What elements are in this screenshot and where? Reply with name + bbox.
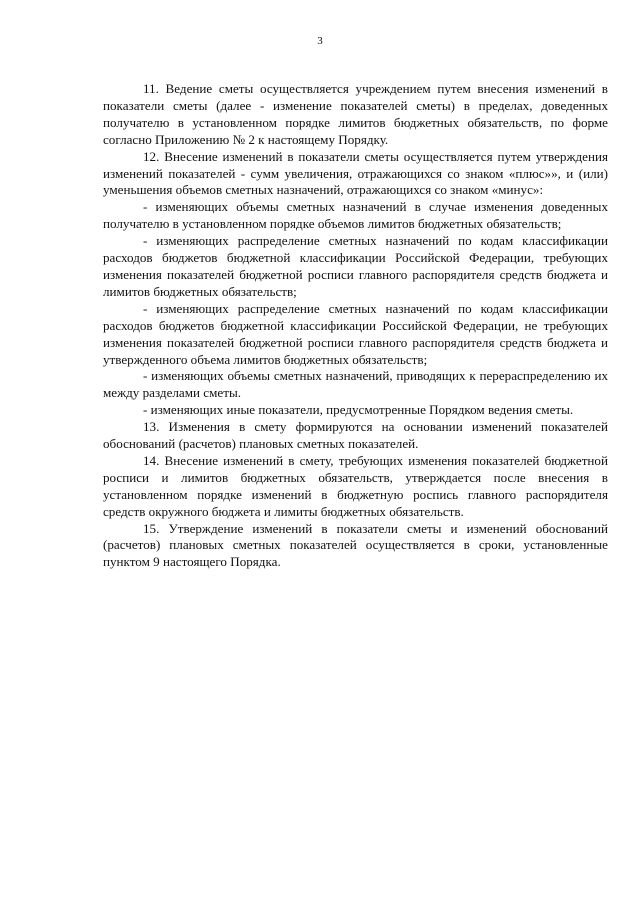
paragraph-13: 13. Изменения в смету формируются на основании изменений показателей обоснований (расчетов) плановых сметных показателей. bbox=[103, 419, 608, 452]
paragraph-11: 11. Ведение сметы осуществляется учреждением путем внесения изменений в показатели сметы (далее - изменение показателей сметы) в пределах, доведенных получателю в установленном порядке лимитов бюджетных обязательств, по форме согласно Приложению № 2 к настоящему Порядку. bbox=[103, 81, 608, 147]
list-item-change-distribution-requiring: - изменяющих распределение сметных назначений по кодам классификации расходов бюджетов бюджетной классификации Российской Федерации, требующих изменения показателей бюджетной росписи главного распорядителя средств бюджета и лимитов бюджетных обязательств; bbox=[103, 233, 608, 299]
paragraph-14: 14. Внесение изменений в смету, требующих изменения показателей бюджетной росписи и лимитов бюджетных обязательств, утверждается после внесения в установленном порядке изменений в бюджетную роспись главного распорядителя средств окружного бюджета и лимиты бюджетных обязательств. bbox=[103, 452, 608, 519]
list-item-redistribution: - изменяющих объемы сметных назначений, приводящих к перераспределению их между разделами сметы. bbox=[103, 368, 608, 401]
list-item-change-distribution-not-requiring: - изменяющих распределение сметных назначений по кодам классификации расходов бюджетов бюджетной классификации Российской Федерации, не требующих изменения показателей бюджетной росписи главного распорядителя средств бюджета и утвержденного объема лимитов бюджетных обязательств; bbox=[103, 300, 608, 367]
paragraph-12: 12. Внесение изменений в показатели сметы осуществляется путем утверждения изменений показателей - сумм увеличения, отражающихся со знаком «плюс»», и (или) уменьшения объемов сметных назначений, отражающихся со знаком «минус»: bbox=[103, 148, 608, 198]
paragraph-15: 15. Утверждение изменений в показатели сметы и изменений обоснований (расчетов) плановых сметных показателей осуществляется в сроки, установленные пунктом 9 настоящего Порядка. bbox=[103, 520, 608, 570]
page-number: 3 bbox=[317, 35, 323, 47]
document-body bbox=[103, 81, 608, 571]
list-item-change-volumes: - изменяющих объемы сметных назначений в случае изменения доведенных получателю в установленном порядке объемов лимитов бюджетных обязательств; bbox=[103, 199, 608, 232]
list-item-other-indicators: - изменяющих иные показатели, предусмотренные Порядком ведения сметы. bbox=[143, 402, 574, 418]
